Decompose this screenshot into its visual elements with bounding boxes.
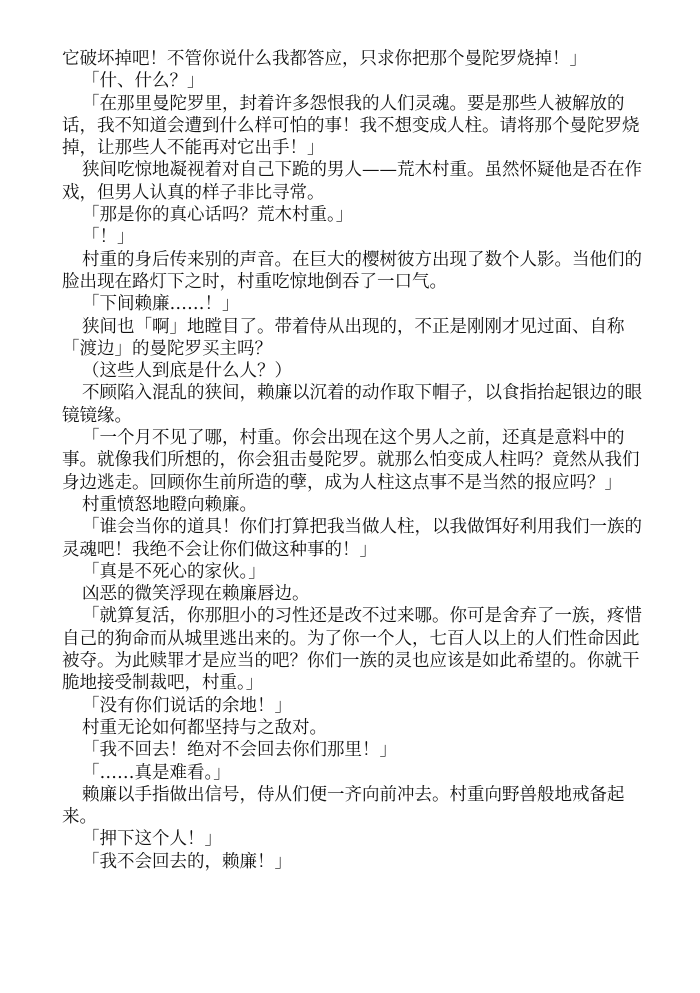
paragraph: 「我不会回去的，赖廉！」 (82, 851, 292, 872)
paragraph: 「……真是难看。」 (82, 762, 231, 783)
paragraph: 「就算复活，你那胆小的习性还是改不过来哪。你可是舍弃了一族，疼惜自己的狗命而从城里逃出来的。为了你一个人，七百人以上的人们性命因此被夺。为此赎罪才是应当的吧？你们一族的灵也应该是如此希望的。你就干脆地接受制裁吧，村重。」 (62, 606, 642, 694)
paragraph: 「！」 (82, 227, 135, 248)
paragraph: 「谁会当你的道具！你们打算把我当做人柱，以我做饵好利用我们一族的灵魂吧！我绝不会让你们做这种事的！」 (62, 517, 642, 560)
paragraph: 狭间也「啊」地瞠目了。带着侍从出现的，不正是刚刚才见过面、自称「渡边」的曼陀罗买主吗？ (62, 316, 625, 359)
paragraph: 「真是不死心的家伙。」 (82, 561, 266, 582)
paragraph: 村重无论如何都坚持与之敌对。 (82, 717, 327, 738)
paragraph: 它破坏掉吧！不管你说什么我都答应，只求你把那个曼陀罗烧掉！」 (62, 49, 587, 69)
paragraph: 「那是你的真心话吗？荒木村重。」 (82, 205, 354, 226)
paragraph: 村重愤怒地瞪向赖廉。 (82, 494, 257, 515)
paragraph: 「什、什么？」 (82, 71, 205, 92)
paragraph: 村重的身后传来别的声音。在巨大的樱树彼方出现了数个人影。当他们的脸出现在路灯下之时，村重吃惊地倒吞了一口气。 (62, 249, 642, 292)
paragraph: 「下间赖廉……！」 (82, 294, 240, 315)
paragraph: 「押下这个人！」 (82, 829, 222, 850)
paragraph: 「没有你们说话的余地！」 (82, 695, 292, 716)
paragraph: （这些人到底是什么人？） (82, 361, 292, 382)
paragraph: 「我不回去！绝对不会回去你们那里！」 (82, 740, 397, 761)
paragraph: 不顾陷入混乱的狭间，赖廉以沉着的动作取下帽子，以食指抬起银边的眼镜镜缘。 (62, 383, 642, 426)
paragraph: 赖廉以手指做出信号，侍从们便一齐向前冲去。村重向野兽般地戒备起来。 (62, 784, 625, 828)
paragraph: 「在那里曼陀罗里，封着许多怨恨我的人们灵魂。要是那些人被解放的话，我不知道会遭到什么样可怕的事！我不想变成人柱。请将那个曼陀罗烧掉，让那些人不能再对它出手！」 (62, 93, 640, 159)
document-page (62, 48, 642, 873)
paragraph: 狭间吃惊地凝视着对自己下跪的男人——荒木村重。虽然怀疑他是否在作戏，但男人认真的样子非比寻常。 (62, 160, 642, 203)
paragraph: 凶恶的微笑浮现在赖廉唇边。 (82, 584, 310, 605)
paragraph: 「一个月不见了哪，村重。你会出现在这个男人之前，还真是意料中的事。就像我们所想的，你会狙击曼陀罗。就那么怕变成人柱吗？竟然从我们身边逃走。回顾你生前所造的孽，成为人柱这点事不是当然的报应吗？」 (62, 428, 640, 493)
